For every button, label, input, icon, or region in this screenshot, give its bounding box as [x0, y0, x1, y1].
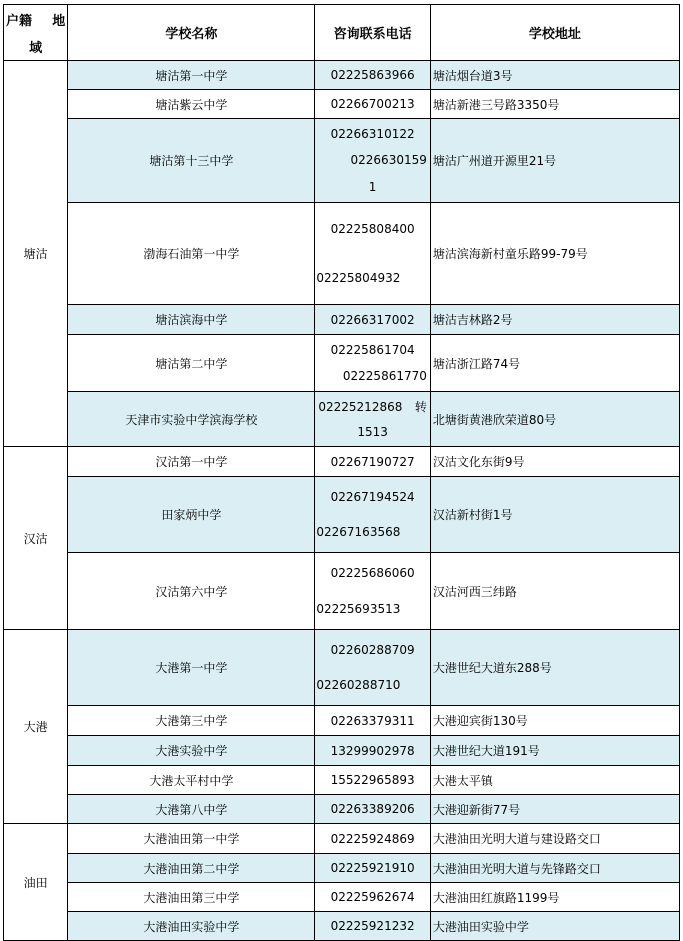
table-row	[4, 630, 680, 706]
school-address: 大港世纪大道191号	[430, 736, 679, 766]
school-name: 大港油田实验中学	[68, 912, 315, 941]
school-address: 汉沽文化东街9号	[430, 447, 679, 477]
phone-number: 02266310122	[330, 127, 415, 142]
phone-number: 02225861770	[342, 369, 427, 383]
phone-number: 02225924869	[330, 831, 415, 846]
school-address: 大港迎新街77号	[430, 795, 679, 824]
school-name: 塘沽第十三中学	[68, 119, 315, 203]
header-region-a: 户籍	[6, 13, 33, 29]
phone-number: 02266700213	[330, 97, 415, 111]
table-row	[4, 766, 680, 795]
phone-cell	[315, 477, 431, 553]
table-row	[4, 706, 680, 736]
school-address: 大港油田红旗路1199号	[430, 883, 679, 912]
school-address: 塘沽滨海新村童乐路99-79号	[430, 203, 679, 305]
school-address: 大港迎宾街130号	[430, 706, 679, 736]
phone-number: 0226630159	[350, 153, 427, 168]
header-phone: 咨询联系电话	[315, 5, 431, 61]
table-row	[4, 335, 680, 392]
phone-number: 02225808400	[330, 222, 415, 237]
table-row	[4, 447, 680, 477]
school-address: 塘沽新港三号路3350号	[430, 90, 679, 119]
region-cell: 油田	[4, 824, 68, 941]
region-cell: 汉沽	[4, 447, 68, 630]
table-row	[4, 61, 680, 90]
phone-cell	[315, 90, 431, 119]
phone-cell	[315, 795, 431, 824]
school-address: 汉沽新村街1号	[430, 477, 679, 553]
table-row	[4, 824, 680, 854]
phone-number: 02267190727	[330, 454, 415, 469]
phone-number: 02225212868	[318, 399, 403, 414]
table-row	[4, 392, 680, 447]
phone-cell	[315, 706, 431, 736]
school-name: 大港第一中学	[68, 630, 315, 706]
phone-number: 1	[368, 179, 377, 194]
school-address: 大港太平镇	[430, 766, 679, 795]
phone-number: 02225921232	[330, 919, 415, 933]
phone-number: 02263389206	[330, 802, 415, 816]
phone-cell	[315, 119, 431, 203]
school-name: 田家炳中学	[68, 477, 315, 553]
table-row	[4, 912, 680, 941]
school-name: 大港油田第三中学	[68, 883, 315, 912]
school-address: 大港油田实验中学	[430, 912, 679, 941]
school-name: 塘沽紫云中学	[68, 90, 315, 119]
phone-number: 15522965893	[330, 773, 415, 787]
school-address: 大港油田光明大道与先锋路交口	[430, 854, 679, 883]
phone-number: 02225693513	[316, 602, 401, 616]
phone-cell	[315, 766, 431, 795]
header-region	[4, 5, 68, 61]
table-row	[4, 883, 680, 912]
header-region-b: 地	[52, 13, 66, 29]
school-address: 塘沽烟台道3号	[430, 61, 679, 90]
phone-number: 02225921910	[330, 861, 415, 875]
school-name: 塘沽滨海中学	[68, 305, 315, 335]
school-name: 大港第八中学	[68, 795, 315, 824]
phone-number: 13299902978	[330, 743, 415, 758]
school-name: 汉沽第一中学	[68, 447, 315, 477]
phone-number: 02225863966	[330, 68, 415, 82]
phone-cell	[315, 203, 431, 305]
phone-cell	[315, 305, 431, 335]
table-row	[4, 795, 680, 824]
school-address: 汉沽河西三纬路	[430, 553, 679, 630]
region-cell: 塘沽	[4, 61, 68, 447]
phone-number: 02225804932	[316, 270, 401, 285]
school-address: 北塘街黄港欣荣道80号	[430, 392, 679, 447]
school-name: 大港油田第一中学	[68, 824, 315, 854]
school-name: 大港第三中学	[68, 706, 315, 736]
phone-number: 02263379311	[330, 713, 415, 728]
school-name: 天津市实验中学滨海学校	[68, 392, 315, 447]
school-name: 塘沽第一中学	[68, 61, 315, 90]
school-name: 大港油田第二中学	[68, 854, 315, 883]
table-row	[4, 854, 680, 883]
table-row	[4, 90, 680, 119]
phone-cell	[315, 912, 431, 941]
school-address: 大港油田光明大道与建设路交口	[430, 824, 679, 854]
school-table	[3, 4, 680, 941]
school-name: 渤海石油第一中学	[68, 203, 315, 305]
phone-cell	[315, 61, 431, 90]
phone-cell	[315, 824, 431, 854]
phone-cell	[315, 736, 431, 766]
table-row	[4, 477, 680, 553]
phone-number: 02225861704	[330, 343, 415, 357]
school-name: 塘沽第二中学	[68, 335, 315, 392]
phone-cell	[315, 447, 431, 477]
header-name: 学校名称	[68, 5, 315, 61]
phone-cell	[315, 335, 431, 392]
header-address: 学校地址	[430, 5, 679, 61]
table-row	[4, 305, 680, 335]
phone-number: 02225686060	[330, 566, 415, 580]
school-address: 塘沽广州道开源里21号	[430, 119, 679, 203]
phone-ext: 1513	[357, 424, 388, 439]
school-address: 大港世纪大道东288号	[430, 630, 679, 706]
region-cell: 大港	[4, 630, 68, 824]
table-row	[4, 553, 680, 630]
phone-number: 02260288709	[330, 642, 415, 657]
phone-number: 02260288710	[316, 678, 401, 693]
phone-cell	[315, 630, 431, 706]
header-row	[4, 5, 680, 61]
phone-cell	[315, 883, 431, 912]
school-name: 大港太平村中学	[68, 766, 315, 795]
header-region-2: 域	[29, 40, 43, 56]
phone-ext-label: 转	[414, 399, 427, 414]
phone-cell	[315, 553, 431, 630]
phone-cell	[315, 854, 431, 883]
table-row	[4, 119, 680, 203]
table-row	[4, 203, 680, 305]
school-name: 大港实验中学	[68, 736, 315, 766]
school-name: 汉沽第六中学	[68, 553, 315, 630]
school-address: 塘沽浙江路74号	[430, 335, 679, 392]
school-address: 塘沽吉林路2号	[430, 305, 679, 335]
phone-cell	[315, 392, 431, 447]
phone-number: 02266317002	[330, 312, 415, 327]
phone-number: 02267194524	[330, 489, 415, 504]
phone-number: 02225962674	[330, 890, 415, 904]
table-row	[4, 736, 680, 766]
phone-number: 02267163568	[316, 525, 401, 540]
